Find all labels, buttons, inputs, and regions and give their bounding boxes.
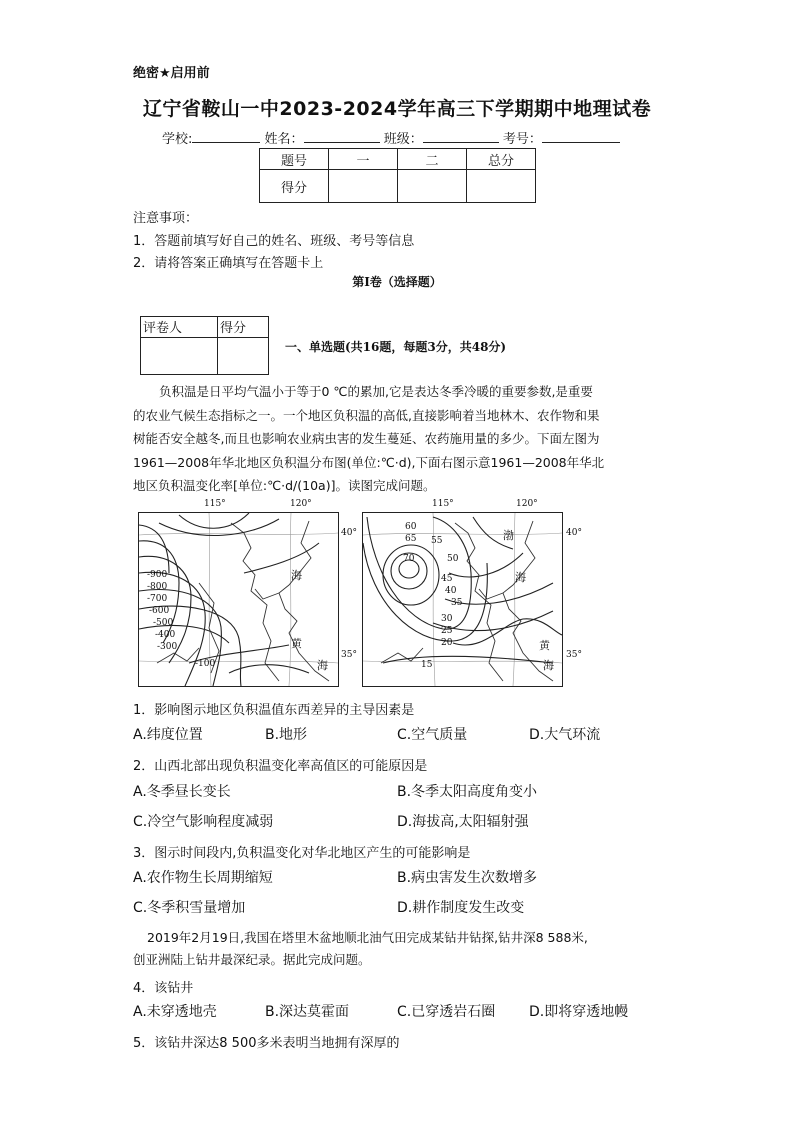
confidential-mark: 绝密★启用前 (133, 66, 210, 81)
reviewer-cell[interactable] (141, 338, 218, 375)
q3-option-b[interactable]: B.病虫害发生次数增多 (397, 870, 538, 886)
huanghai-label-1: 黄 (539, 639, 550, 652)
score-header-cell: 总分 (467, 149, 536, 170)
exam-title: 辽宁省鞍山一中2023-2024学年高三下学期期中地理试卷 (142, 98, 652, 120)
q4-option-d[interactable]: D.即将穿透地幔 (529, 1004, 629, 1020)
student-info-line (162, 128, 620, 147)
isoline-label: 30 (441, 614, 453, 624)
lat-label-35-left: 35° (341, 650, 357, 660)
q2-option-d[interactable]: D.海拔高,太阳辐射强 (397, 814, 529, 830)
q4-option-c[interactable]: C.已穿透岩石圈 (397, 1004, 496, 1020)
isoline-label: -700 (147, 594, 168, 604)
name-blank[interactable] (304, 130, 380, 143)
passage-1 (133, 380, 663, 498)
q3-option-c[interactable]: C.冬季积雪量增加 (133, 900, 246, 916)
isoline-label: 40 (445, 586, 457, 596)
passage-line: 创亚洲陆上钻井最深纪录。据此完成问题。 (133, 952, 371, 967)
lon-label-115-right: 115° (432, 499, 454, 509)
passage-line: 2019年2月19日,我国在塔里木盆地顺北油气田完成某钻井钻探,钻井深8 588米, (147, 930, 588, 945)
score-header-cell: 一 (329, 149, 398, 170)
school-blank[interactable] (192, 130, 260, 143)
exam-number-label: 考号： (502, 132, 542, 147)
isoline-label: -800 (147, 582, 168, 592)
lon-label-115-left: 115° (204, 499, 226, 509)
note-item: 2．请将答案正确填写在答题卡上 (133, 256, 324, 271)
isoline-label: 25 (441, 626, 453, 636)
huanghai-label-2: 海 (543, 659, 554, 672)
score-cell[interactable] (398, 170, 467, 203)
grader-score-label: 得分 (218, 317, 269, 338)
score-row-label: 得分 (260, 170, 329, 203)
isoline-label: 20 (441, 638, 453, 648)
notes-title: 注意事项： (133, 211, 199, 226)
isoline-label: 35 (451, 598, 463, 608)
isoline-label: 15 (421, 660, 433, 670)
exam-number-blank[interactable] (542, 130, 620, 143)
bohai-label: 海 (291, 569, 302, 582)
school-label: 学校: (162, 132, 193, 147)
q2-option-b[interactable]: B.冬季太阳高度角变小 (397, 784, 538, 800)
passage-line: 负积温是日平均气温小于等于0 ℃的累加,它是表达冬季冷暖的重要参数,是重要 (159, 384, 593, 399)
isoline-label: -300 (157, 642, 178, 652)
reviewer-label: 评卷人 (141, 317, 218, 338)
q3-option-d[interactable]: D.耕作制度发生改变 (397, 900, 525, 916)
question-2-stem: 2．山西北部出现负积温变化率高值区的可能原因是 (133, 759, 428, 774)
passage-line: 树能否安全越冬,而且也影响农业病虫害的发生蔓延、农药施用量的多少。下面左图为 (133, 431, 600, 446)
lat-label-40-left: 40° (341, 528, 357, 538)
isoline-label: 60 (405, 522, 417, 532)
isoline-label: -400 (155, 630, 176, 640)
q1-option-b[interactable]: B.地形 (265, 727, 308, 743)
q1-option-a[interactable]: A.纬度位置 (133, 727, 203, 743)
isoline-label: -600 (149, 606, 170, 616)
passage-line: 1961—2008年华北地区负积温分布图(单位:℃·d),下面右图示意1961—2008年华北 (133, 454, 605, 470)
part-title: 一、单选题(共16题，每题3分，共48分) (285, 340, 507, 354)
isoline-label: -500 (153, 618, 174, 628)
passage-2 (133, 927, 663, 971)
passage-line: 的农业气候生态指标之一。一个地区负积温的高低,直接影响着当地林木、农作物和果 (133, 407, 600, 423)
score-table (259, 148, 536, 203)
class-label: 班级： (383, 132, 423, 147)
score-cell[interactable] (467, 170, 536, 203)
right-map-temperature-change-rate (362, 512, 563, 687)
lon-label-120-right: 120° (516, 499, 538, 509)
question-3-stem: 3．图示时间段内,负积温变化对华北地区产生的可能影响是 (133, 846, 471, 861)
question-1-stem: 1．影响图示地区负积温值东西差异的主导因素是 (133, 703, 415, 718)
class-blank[interactable] (423, 130, 499, 143)
grader-score-cell[interactable] (218, 338, 269, 375)
left-map-negative-accumulated-temperature (138, 512, 339, 687)
isoline-label: 70 (403, 554, 415, 564)
isoline-label: 45 (441, 574, 453, 584)
lon-label-120-left: 120° (290, 499, 312, 509)
q2-option-a[interactable]: A.冬季昼长变长 (133, 784, 231, 800)
isoline-label: -100 (195, 659, 216, 669)
question-4-stem: 4．该钻井 (133, 981, 194, 996)
name-label: 姓名： (264, 132, 304, 147)
score-header-cell: 题号 (260, 149, 329, 170)
isoline-label: -900 (147, 570, 168, 580)
huanghai-label-2: 海 (317, 659, 328, 672)
huanghai-label-1: 黄 (291, 637, 302, 650)
score-cell[interactable] (329, 170, 398, 203)
bohai-label-1: 渤 (503, 529, 514, 542)
lat-label-35-right: 35° (566, 650, 582, 660)
q2-option-c[interactable]: C.冷空气影响程度减弱 (133, 814, 274, 830)
bohai-label-2: 海 (515, 571, 526, 584)
score-header-cell: 二 (398, 149, 467, 170)
section-title: 第I卷（选择题） (352, 275, 442, 289)
q3-option-a[interactable]: A.农作物生长周期缩短 (133, 870, 273, 886)
grader-table (140, 316, 269, 375)
q1-option-c[interactable]: C.空气质量 (397, 727, 468, 743)
isoline-label: 55 (431, 536, 443, 546)
q4-option-b[interactable]: B.深达莫霍面 (265, 1004, 350, 1020)
lat-label-40-right: 40° (566, 528, 582, 538)
passage-line: 地区负积温变化率[单位:℃·d/(10a)]。读图完成问题。 (133, 478, 436, 493)
q1-option-d[interactable]: D.大气环流 (529, 727, 601, 743)
question-5-stem: 5．该钻井深达8 500多米表明当地拥有深厚的 (133, 1036, 400, 1051)
q4-option-a[interactable]: A.未穿透地壳 (133, 1004, 217, 1020)
note-item: 1．答题前填写好自己的姓名、班级、考号等信息 (133, 234, 415, 249)
isoline-label: 65 (405, 534, 417, 544)
isoline-label: 50 (447, 554, 459, 564)
